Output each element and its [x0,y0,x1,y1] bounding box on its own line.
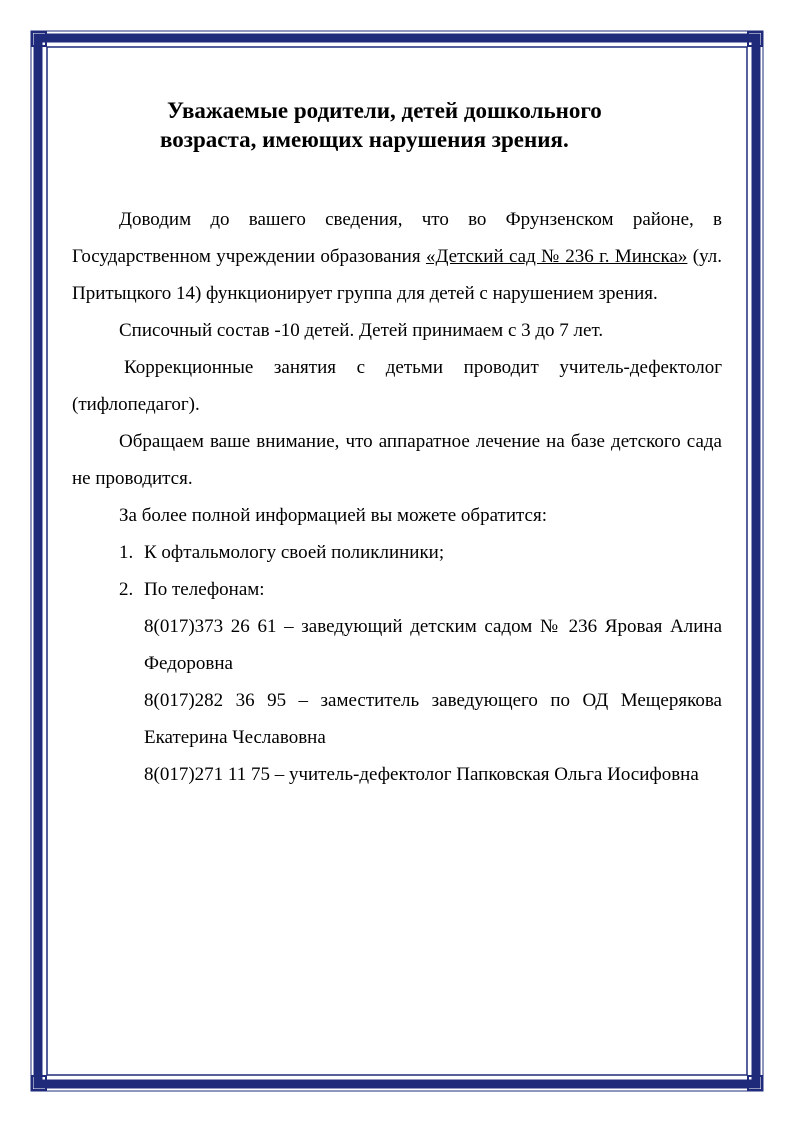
phone-contact-head: 8(017)373 26 61 – заведующий детским садом № 236 Яровая Алина Федоровна [144,616,722,674]
paragraph-intro-before: Доводим до вашего сведения, что во Фрунзенском районе, в Государственном учреждении образования [72,209,722,267]
phone-contact-defectologist: 8(017)271 11 75 – учитель-дефектолог Папковская Ольга Иосифовна [144,764,699,785]
list-number: 1. [119,542,134,563]
paragraph-group-size: Списочный состав -10 детей. Детей принимаем с 3 до 7 лет. [119,320,604,341]
paragraph-treatment-notice: Обращаем ваше внимание, что аппаратное лечение на базе детского сада не проводится. [72,431,722,489]
title-line-2: возраста, имеющих нарушения зрения. [160,127,569,152]
paragraph-intro [72,201,722,312]
list-number: 2. [119,579,134,600]
list-item [72,571,722,608]
list-text: К офтальмологу своей поликлиники; [144,542,445,563]
kindergarten-name: «Детский сад № 236 г. Минска» [425,246,688,267]
list-text: По телефонам: [144,579,265,600]
page-content [72,96,722,793]
list-item [72,534,722,571]
title-line-1: Уважаемые родители, детей дошкольного [167,98,602,123]
phone-contact-deputy: 8(017)282 36 95 – заместитель заведующего по ОД Мещерякова Екатерина Чеславовна [144,690,722,748]
paragraph-intro-after: (ул. Притыцкого 14) функционирует группа для детей с нарушением зрения. [72,246,722,304]
page-title [72,96,722,154]
paragraph-correction-classes: Коррекционные занятия с детьми проводит учитель-дефектолог (тифлопедагог). [72,357,722,415]
paragraph-contact-intro: За более полной информацией вы можете обратится: [119,505,547,526]
document-body [72,201,722,793]
